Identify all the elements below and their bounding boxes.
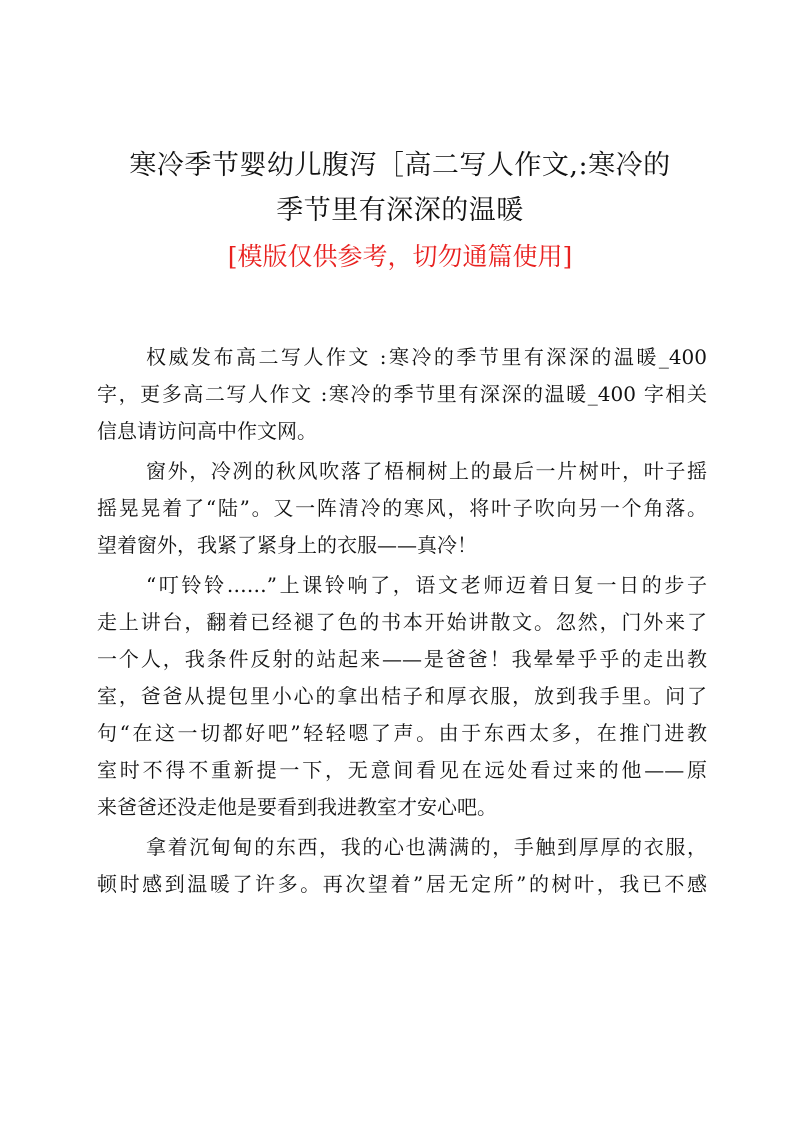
text-line: 窗外，冷冽的秋风吹落了梧桐树上的最后一片树叶，叶子摇 [146, 459, 707, 483]
title-line: 季节里有深深的温暖 [276, 195, 524, 226]
text-line: 走上讲台，翻着已经褪了色的书本开始讲散文。忽然，门外来了 [97, 610, 707, 634]
text-line: 来爸爸还没走他是要看到我进教室才安心吧。 [97, 795, 497, 819]
paragraph [97, 339, 707, 450]
paragraph [97, 567, 707, 826]
document-body [97, 339, 707, 906]
document-title [90, 143, 710, 233]
text-line: 拿着沉甸甸的东西，我的心也满满的，手触到厚厚的衣服， [146, 835, 707, 859]
text-line: 室时不得不重新提一下，无意间看见在远处看过来的他——原 [97, 758, 707, 782]
text-line: 室，爸爸从提包里小心的拿出桔子和厚衣服，放到我手里。问了 [97, 684, 707, 708]
text-line: 一个人，我条件反射的站起来——是爸爸！我晕晕乎乎的走出教 [97, 647, 707, 671]
text-line: 顿时感到温暖了许多。再次望着”居无定所”的树叶，我已不感 [97, 872, 707, 896]
text-line: 望着窗外，我紧了紧身上的衣服——真冷！ [97, 533, 477, 557]
title-line: 寒冷季节婴幼儿腹泻［高二写人作文,:寒冷的 [129, 150, 671, 181]
paragraph [97, 453, 707, 564]
paragraph [97, 829, 707, 903]
template-notice: [模版仅供参考，切勿通篇使用] [227, 242, 573, 271]
text-line: 信息请访问高中作文网。 [97, 419, 317, 443]
text-line: “叮铃铃……”上课铃响了，语文老师迈着日复一日的步子 [146, 573, 707, 597]
text-line: 摇晃晃着了“陆”。又一阵清冷的寒风，将叶子吹向另一个角落。 [97, 496, 707, 520]
text-line: 权威发布高二写人作文 :寒冷的季节里有深深的温暖_400 [146, 345, 707, 369]
text-line: 字，更多高二写人作文 :寒冷的季节里有深深的温暖_400 字相关 [97, 382, 707, 406]
text-line: 句“在这一切都好吧”轻轻嗯了声。由于东西太多，在推门进教 [97, 721, 707, 745]
